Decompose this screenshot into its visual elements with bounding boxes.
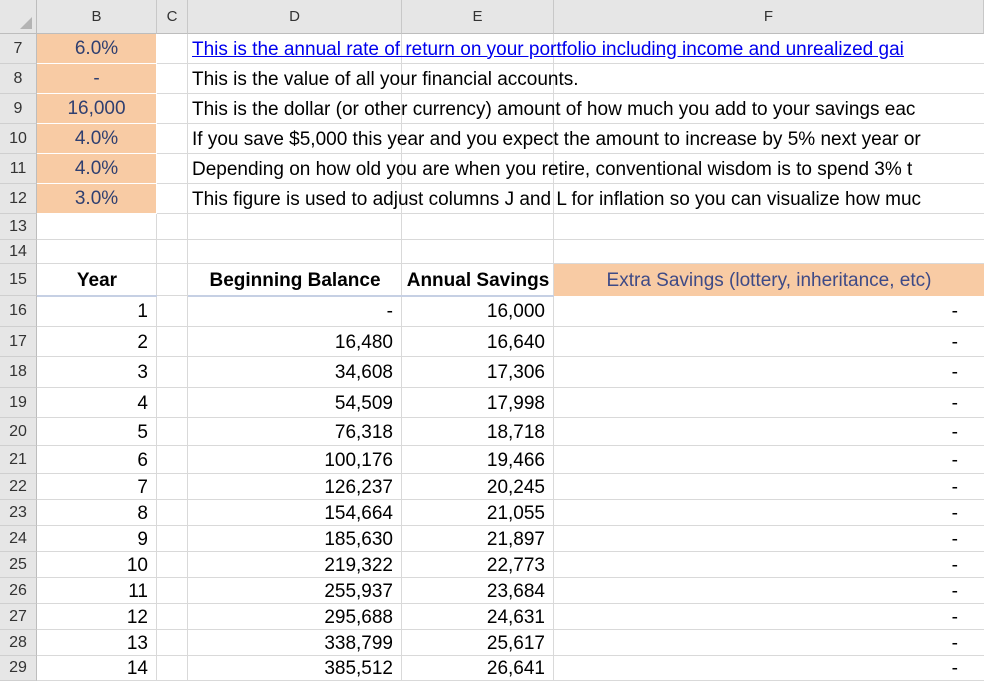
cell-beginning-balance[interactable]: 255,937: [324, 580, 393, 602]
cell-annual-savings[interactable]: 20,245: [486, 476, 545, 498]
cell-d12[interactable]: This figure is used to adjust columns J and L for inflation so you can visualize how muc: [192, 188, 922, 210]
row-header-27[interactable]: 27: [0, 604, 37, 630]
cell-annual-savings[interactable]: 25,617: [486, 632, 545, 654]
cell-d11[interactable]: Depending on how old you are when you retire, conventional wisdom is to spend 3% t: [192, 158, 913, 180]
cell-b8[interactable]: -: [37, 64, 157, 94]
cell-extra-savings[interactable]: -: [951, 580, 958, 602]
cell-year[interactable]: 10: [126, 554, 148, 576]
cell-beginning-balance[interactable]: 34,608: [334, 362, 393, 383]
cell-extra-savings[interactable]: -: [951, 449, 958, 471]
row-header-21[interactable]: 21: [0, 446, 37, 474]
cell-beginning-balance[interactable]: 54,509: [334, 392, 393, 414]
cell-annual-savings[interactable]: 16,000: [486, 301, 545, 322]
cell-extra-savings[interactable]: -: [951, 502, 958, 524]
cell-year[interactable]: 11: [128, 580, 148, 602]
cell-extra-savings[interactable]: -: [951, 301, 958, 322]
cell-b7[interactable]: 6.0%: [37, 34, 157, 64]
cell-year[interactable]: 9: [137, 528, 148, 550]
cell-annual-savings[interactable]: 18,718: [486, 421, 545, 443]
header-extra-savings[interactable]: Extra Savings (lottery, inheritance, etc): [554, 264, 984, 296]
cell-annual-savings[interactable]: 21,897: [486, 528, 545, 550]
cell-year[interactable]: 2: [137, 331, 148, 353]
row-header-17[interactable]: 17: [0, 327, 37, 357]
cell-year[interactable]: 14: [126, 658, 148, 679]
cell-beginning-balance[interactable]: 126,237: [324, 476, 393, 498]
row-header-18[interactable]: 18: [0, 357, 37, 388]
row-header-12[interactable]: 12: [0, 184, 37, 214]
row-header-14[interactable]: 14: [0, 240, 37, 264]
select-all-corner[interactable]: [0, 0, 37, 34]
cell-annual-savings[interactable]: 16,640: [486, 331, 545, 353]
row-header-24[interactable]: 24: [0, 526, 37, 552]
cell-year[interactable]: 5: [137, 421, 148, 443]
column-header-f[interactable]: F: [554, 0, 984, 34]
row-header-15[interactable]: 15: [0, 264, 37, 296]
cell-extra-savings[interactable]: -: [951, 632, 958, 654]
row-header-19[interactable]: 19: [0, 388, 37, 418]
row-header-23[interactable]: 23: [0, 500, 37, 526]
cell-d7-link[interactable]: This is the annual rate of return on your portfolio including income and unrealized gai: [192, 38, 904, 60]
column-header-b[interactable]: B: [37, 0, 157, 34]
select-all-triangle-icon: [20, 17, 32, 29]
cell-d9[interactable]: This is the dollar (or other currency) amount of how much you add to your savings eac: [192, 98, 916, 120]
cell-year[interactable]: 1: [137, 301, 148, 322]
cell-b10[interactable]: 4.0%: [37, 124, 157, 154]
cell-extra-savings[interactable]: -: [951, 476, 958, 498]
cell-annual-savings[interactable]: 22,773: [486, 554, 545, 576]
row-header-20[interactable]: 20: [0, 418, 37, 446]
row-header-29[interactable]: 29: [0, 656, 37, 681]
cell-extra-savings[interactable]: -: [951, 421, 958, 443]
cell-annual-savings[interactable]: 26,641: [486, 658, 545, 679]
cell-beginning-balance[interactable]: 385,512: [324, 658, 393, 679]
row-header-7[interactable]: 7: [0, 34, 37, 64]
cell-extra-savings[interactable]: -: [951, 362, 958, 383]
cell-b9[interactable]: 16,000: [37, 94, 157, 124]
cell-extra-savings[interactable]: -: [951, 658, 958, 679]
row-header-26[interactable]: 26: [0, 578, 37, 604]
cell-beginning-balance[interactable]: 100,176: [324, 449, 393, 471]
cell-year[interactable]: 6: [137, 449, 148, 471]
cell-b12[interactable]: 3.0%: [37, 184, 157, 214]
cell-extra-savings[interactable]: -: [951, 606, 958, 628]
cell-year[interactable]: 3: [137, 362, 148, 383]
cell-annual-savings[interactable]: 17,306: [486, 362, 545, 383]
row-header-11[interactable]: 11: [0, 154, 37, 184]
cell-year[interactable]: 12: [126, 606, 148, 628]
cell-extra-savings[interactable]: -: [951, 331, 958, 353]
cell-beginning-balance[interactable]: 338,799: [324, 632, 393, 654]
cell-year[interactable]: 13: [126, 632, 148, 654]
column-header-e[interactable]: E: [402, 0, 554, 34]
cell-year[interactable]: 7: [137, 476, 148, 498]
cell-b11[interactable]: 4.0%: [37, 154, 157, 184]
cell-d10[interactable]: If you save $5,000 this year and you expect the amount to increase by 5% next year or: [192, 128, 921, 150]
column-header-d[interactable]: D: [188, 0, 402, 34]
row-header-25[interactable]: 25: [0, 552, 37, 578]
cell-beginning-balance[interactable]: 295,688: [324, 606, 393, 628]
cell-extra-savings[interactable]: -: [951, 392, 958, 414]
cell-extra-savings[interactable]: -: [951, 528, 958, 550]
cell-annual-savings[interactable]: 23,684: [486, 580, 545, 602]
column-header-c[interactable]: C: [157, 0, 188, 34]
row-header-22[interactable]: 22: [0, 474, 37, 500]
cell-beginning-balance[interactable]: 76,318: [334, 421, 393, 443]
cell-beginning-balance[interactable]: 185,630: [324, 528, 393, 550]
row-header-16[interactable]: 16: [0, 296, 37, 327]
row-header-13[interactable]: 13: [0, 214, 37, 240]
row-header-10[interactable]: 10: [0, 124, 37, 154]
cell-annual-savings[interactable]: 21,055: [486, 502, 545, 524]
gridline-horizontal: [37, 239, 984, 240]
cell-beginning-balance[interactable]: 16,480: [334, 331, 393, 353]
cell-annual-savings[interactable]: 17,998: [486, 392, 545, 414]
cell-year[interactable]: 8: [137, 502, 148, 524]
cell-d8[interactable]: This is the value of all your financial accounts.: [192, 68, 579, 90]
header-beginning-balance[interactable]: Beginning Balance: [209, 269, 381, 291]
cell-beginning-balance[interactable]: 219,322: [324, 554, 393, 576]
row-header-9[interactable]: 9: [0, 94, 37, 124]
header-year[interactable]: Year: [76, 269, 118, 291]
cell-extra-savings[interactable]: -: [951, 554, 958, 576]
header-annual-savings[interactable]: Annual Savings: [406, 269, 550, 291]
row-header-8[interactable]: 8: [0, 64, 37, 94]
cell-annual-savings[interactable]: 24,631: [486, 606, 545, 628]
cell-beginning-balance[interactable]: 154,664: [324, 502, 393, 524]
cell-annual-savings[interactable]: 19,466: [486, 449, 545, 471]
cell-beginning-balance[interactable]: -: [386, 301, 393, 322]
cell-year[interactable]: 4: [137, 392, 148, 414]
row-header-28[interactable]: 28: [0, 630, 37, 656]
